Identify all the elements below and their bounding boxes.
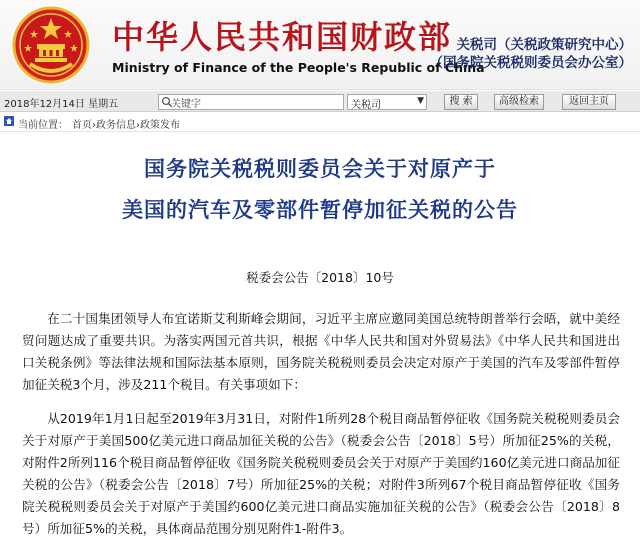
department-line-2: （国务院关税税则委员会办公室）: [429, 55, 632, 71]
search-scope-select[interactable]: [347, 94, 427, 110]
department-name: [430, 36, 633, 72]
site-header: [0, 0, 640, 90]
search-icon: [161, 96, 173, 108]
location-icon: [4, 116, 14, 126]
search-input[interactable]: [158, 94, 344, 110]
article-content: [0, 153, 640, 540]
breadcrumb-separator: ›: [92, 120, 96, 131]
breadcrumb-gov-info-link[interactable]: 政务信息: [96, 120, 136, 131]
advanced-search-button[interactable]: 高级检索: [494, 94, 544, 110]
breadcrumb-home-link[interactable]: 首页: [72, 120, 92, 131]
breadcrumb-separator: ›: [136, 120, 140, 131]
document-number: 税委会公告〔2018〕10号: [246, 270, 394, 285]
article-title-line-1: 国务院关税税则委员会关于对原产于: [144, 157, 496, 181]
return-home-button[interactable]: 返回主页: [562, 94, 616, 110]
site-title-chinese: 中华人民共和国财政部: [112, 18, 453, 56]
search-scope-value: 关税司: [351, 100, 381, 111]
chevron-down-icon: ▼: [417, 96, 424, 106]
search-button[interactable]: 搜 索: [444, 94, 478, 110]
breadcrumb-path: [72, 116, 180, 131]
breadcrumb-label: 当前位置：: [18, 120, 68, 131]
breadcrumb: [0, 112, 640, 132]
current-date: 2018年12月14日 星期五: [4, 99, 119, 110]
department-line-1: 关税司（关税政策研究中心）: [456, 37, 632, 53]
site-title-english: Ministry of Finance of the People's Republic of China: [112, 60, 485, 75]
article-paragraph-2: 从2019年1月1日起至2019年3月31日，对附件1所列28个税目商品暂停征收《国务院关税税则委员会关于对原产于美国500亿美元进口商品加征关税的公告》（税委会公告〔2018〕5号）所加征25%的关税，对附件2所列116个税目商品暂停征收《国务院关税税则委员会关于对原产于美国约160亿美元进口商品加征关税的公告》（税委会公告〔2018〕7号）所加征25%的关税；对附件3所列67个税目商品暂停征收《国务院关税税则委员会关于对原产于美国约600亿美元进口商品实施加征关税的公告》（税委会公告〔2018〕8号）所加征5%的关税，具体商品范围分别见附件1-附件3。: [22, 411, 620, 536]
article-paragraph-1: 在二十国集团领导人布宜诺斯艾利斯峰会期间，习近平主席应邀同美国总统特朗普举行会晤，就中美经贸问题达成了重要共识。为落实两国元首共识，根据《中华人民共和国对外贸易法》《中华人民共和国进出口关税条例》等法律法规和国际法基本原则，国务院关税税则委员会决定对原产于美国的汽车及零部件暂停加征关税3个月，涉及211个税目。有关事项如下：: [22, 311, 620, 392]
article-title-line-2: 美国的汽车及零部件暂停加征关税的公告: [122, 198, 518, 222]
national-emblem-icon: [12, 6, 90, 84]
search-toolbar: [0, 90, 640, 112]
breadcrumb-policy-release-link[interactable]: 政策发布: [140, 120, 180, 131]
